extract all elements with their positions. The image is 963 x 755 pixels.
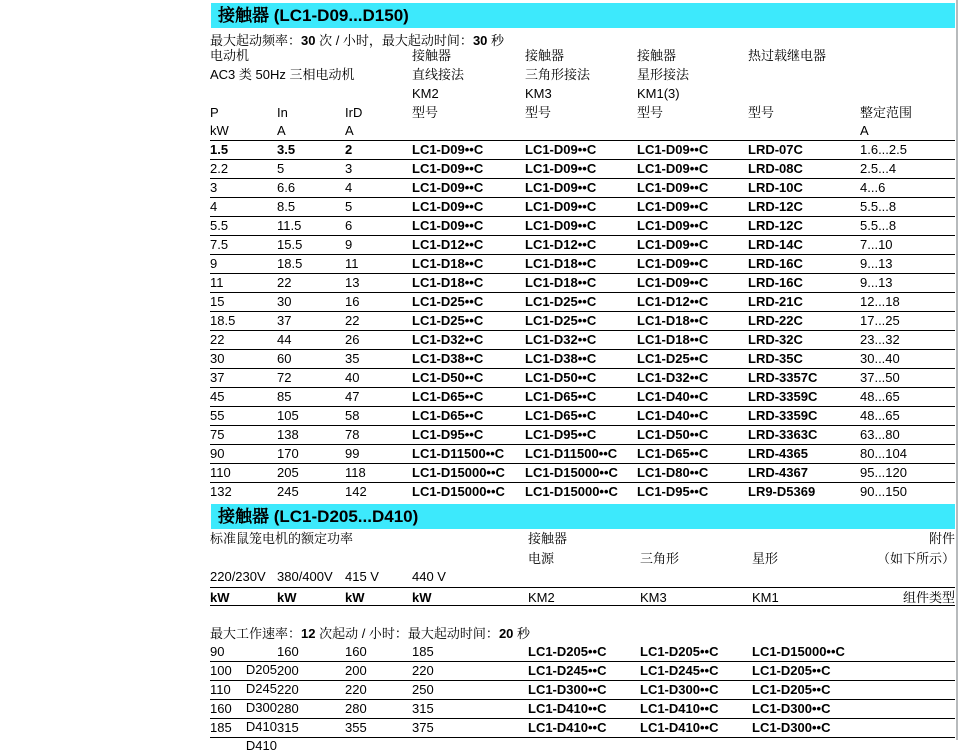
- cell-kw-380: 280: [277, 701, 299, 716]
- cell-in-a: 8.5: [277, 199, 296, 214]
- cell-setting-range: 2.5...4: [860, 161, 897, 176]
- cell-model-km2: LC1-D18••C: [412, 275, 484, 290]
- cell-p-kw: 18.5: [210, 313, 236, 328]
- header-motor: 电动机: [210, 48, 250, 63]
- header-component-type: 组件类型: [902, 590, 955, 605]
- cell-in-a: 11.5: [277, 218, 302, 233]
- cell-in-a: 138: [277, 427, 299, 442]
- cell-model-km2: LC1-D95••C: [412, 427, 484, 442]
- table-row: [210, 141, 955, 160]
- cell-model-km2: LC1-D65••C: [412, 389, 484, 404]
- col-header-range: 整定范围: [860, 105, 913, 120]
- cell-model-km2: LC1-D15000••C: [412, 465, 505, 480]
- col-header-model-lrd: 型号: [748, 105, 775, 120]
- cell-setting-range: 9...13: [860, 256, 893, 271]
- cell-model-km3: LC1-D18••C: [525, 275, 597, 290]
- subtitle-text: 最大起动频率：: [210, 33, 302, 48]
- cell-in-a: 15.5: [277, 237, 303, 252]
- cell-model-km3: LC1-D65••C: [525, 408, 597, 423]
- cell-setting-range: 4...6: [860, 180, 886, 195]
- cell-kw-415: 200: [345, 663, 367, 678]
- cell-model-km2: LC1-D65••C: [412, 408, 484, 423]
- cell-in-a: 205: [277, 465, 299, 480]
- col-header-model-km1: 型号: [637, 105, 664, 120]
- section2-subtitle: [210, 626, 530, 641]
- cell-ird-a: 118: [345, 465, 366, 480]
- section1-subtitle: [210, 33, 504, 48]
- cell-kw-220: 185: [210, 720, 232, 735]
- cell-model-relay: LRD-3363C: [748, 427, 818, 442]
- cell-model-km1: LC1-D12••C: [637, 294, 709, 309]
- cell-model-km2: LC1-D410••C: [528, 701, 607, 716]
- cell-p-kw: 90: [210, 446, 225, 461]
- unit-a: A: [277, 123, 286, 138]
- table-row: [210, 445, 955, 464]
- cell-p-kw: 2.2: [210, 161, 229, 176]
- cell-in-a: 5: [277, 161, 285, 176]
- cell-p-kw: 9: [210, 256, 218, 271]
- table-row: [210, 464, 955, 483]
- cell-model-km1: LC1-D205••C: [752, 682, 831, 697]
- table-row: [210, 179, 955, 198]
- header-delta-wiring: 三角形接法: [525, 67, 591, 82]
- table2: [210, 643, 955, 753]
- cell-model-km2: LC1-D25••C: [412, 313, 484, 328]
- cell-ird-a: 16: [345, 294, 360, 309]
- cell-ird-a: 13: [345, 275, 360, 290]
- cell-ird-a: 4: [345, 180, 353, 195]
- cell-ird-a: 78: [345, 427, 360, 442]
- cell-model-km3: LC1-D12••C: [525, 237, 597, 252]
- cell-setting-range: 48...65: [860, 408, 900, 423]
- cell-p-kw: 30: [210, 351, 225, 366]
- section1-title: 接触器 (LC1-D09...D150): [218, 6, 409, 25]
- cell-ird-a: 5: [345, 199, 353, 214]
- cell-model-km2: LC1-D12••C: [412, 237, 484, 252]
- cell-model-km3: LC1-D410••C: [640, 701, 719, 716]
- cell-kw-380: 220: [277, 682, 299, 697]
- cell-model-km3: LC1-D09••C: [525, 142, 597, 157]
- cell-model-km1: LC1-D205••C: [752, 663, 831, 678]
- subtitle-text: 次起动 / 小时：最大起动时间：: [315, 626, 499, 641]
- header-km1: KM1(3): [637, 86, 680, 101]
- table2-header-rule-top: [210, 587, 955, 588]
- table-row: [210, 369, 955, 388]
- cell-model-relay: LRD-4365: [748, 446, 808, 461]
- header-direct-wiring: 直线接法: [412, 67, 465, 82]
- cell-model-km3: LC1-D38••C: [525, 351, 597, 366]
- voltage-380-400: 380/400V: [277, 569, 333, 584]
- cell-setting-range: 5.5...8: [860, 218, 897, 233]
- table-row: [210, 350, 955, 369]
- cell-model-km3: LC1-D410••C: [640, 720, 719, 735]
- cell-model-relay: LRD-10C: [748, 180, 803, 195]
- header-km3-2: KM3: [640, 590, 667, 605]
- cell-kw-380: 200: [277, 663, 299, 678]
- cell-model-km1: LC1-D95••C: [637, 484, 709, 499]
- cell-model-km2: LC1-D11500••C: [412, 446, 505, 461]
- cell-model-relay: LRD-21C: [748, 294, 803, 309]
- cell-model-km3: LC1-D09••C: [525, 218, 597, 233]
- cell-model-km3: LC1-D11500••C: [525, 446, 618, 461]
- cell-model-km3: LC1-D32••C: [525, 332, 597, 347]
- table-row: [210, 160, 955, 179]
- cell-model-relay: LRD-35C: [748, 351, 803, 366]
- voltage-415: 415 V: [345, 569, 379, 584]
- cell-model-relay: LRD-4367: [748, 465, 808, 480]
- cell-component-type: D410: [245, 719, 277, 734]
- cell-model-km2: LC1-D410••C: [528, 720, 607, 735]
- cell-p-kw: 7.5: [210, 237, 229, 252]
- cell-model-km3: LC1-D15000••C: [525, 484, 618, 499]
- cell-ird-a: 22: [345, 313, 360, 328]
- cell-ird-a: 99: [345, 446, 360, 461]
- cell-model-km1: LC1-D09••C: [637, 161, 709, 176]
- cell-in-a: 22: [277, 275, 292, 290]
- col-header-p: P: [210, 105, 219, 120]
- cell-model-km1: LC1-D65••C: [637, 446, 709, 461]
- cell-model-relay: LRD-16C: [748, 256, 803, 271]
- cell-model-km1: LC1-D09••C: [637, 218, 709, 233]
- cell-model-km3: LC1-D18••C: [525, 256, 597, 271]
- col-header-model-km3: 型号: [525, 105, 552, 120]
- cell-model-km2: LC1-D32••C: [412, 332, 484, 347]
- cell-model-km1: LC1-D09••C: [637, 275, 709, 290]
- cell-model-km3: LC1-D09••C: [525, 199, 597, 214]
- cell-model-km1: LC1-D25••C: [637, 351, 709, 366]
- cell-ird-a: 9: [345, 237, 353, 252]
- cell-kw-415: 160: [345, 644, 367, 659]
- cell-model-km3: LC1-D09••C: [525, 180, 597, 195]
- subtitle-text: 最大工作速率：: [210, 626, 302, 641]
- cell-component-type: D245: [245, 681, 277, 696]
- cell-model-km2: LC1-D245••C: [528, 663, 607, 678]
- header-star-wiring: 星形接法: [637, 67, 690, 82]
- cell-model-km2: LC1-D50••C: [412, 370, 484, 385]
- header-contactor-direct: 接触器: [412, 48, 452, 63]
- cell-ird-a: 26: [345, 332, 360, 347]
- subtitle-text: 秒: [487, 33, 505, 48]
- cell-p-kw: 3: [210, 180, 218, 195]
- header-star2: 星形: [752, 551, 779, 566]
- table-row: [210, 274, 955, 293]
- cell-p-kw: 22: [210, 332, 225, 347]
- cell-ird-a: 35: [345, 351, 360, 366]
- cell-model-km3: LC1-D25••C: [525, 313, 597, 328]
- table-row: [210, 426, 955, 445]
- col-header-in: In: [277, 105, 288, 120]
- cell-ird-a: 2: [345, 142, 353, 157]
- cell-model-relay: LRD-22C: [748, 313, 803, 328]
- subtitle-value: 30: [301, 33, 316, 48]
- voltage-440: 440 V: [412, 569, 446, 584]
- header-km1-2: KM1: [752, 590, 779, 605]
- cell-model-km3: LC1-D25••C: [525, 294, 597, 309]
- table-row: [210, 719, 955, 753]
- cell-setting-range: 80...104: [860, 446, 907, 461]
- subtitle-text: 秒: [513, 626, 531, 641]
- cell-in-a: 105: [277, 408, 299, 423]
- table-row: [210, 483, 955, 502]
- cell-model-km1: LC1-D18••C: [637, 313, 709, 328]
- cell-model-relay: LRD-16C: [748, 275, 803, 290]
- cell-model-relay: LRD-32C: [748, 332, 803, 347]
- cell-in-a: 30: [277, 294, 292, 309]
- cell-p-kw: 110: [210, 465, 231, 480]
- header-contactor2: 接触器: [528, 531, 568, 546]
- cell-in-a: 170: [277, 446, 299, 461]
- cell-setting-range: 23...32: [860, 332, 900, 347]
- cell-in-a: 37: [277, 313, 292, 328]
- cell-p-kw: 15: [210, 294, 225, 309]
- cell-model-relay: LRD-3359C: [748, 408, 818, 423]
- cell-model-km1: LC1-D300••C: [752, 720, 831, 735]
- table-row: [210, 255, 955, 274]
- table2-header-rule-bottom: [210, 605, 955, 606]
- cell-setting-range: 37...50: [860, 370, 900, 385]
- cell-kw-415: 280: [345, 701, 367, 716]
- cell-ird-a: 47: [345, 389, 360, 404]
- cell-ird-a: 6: [345, 218, 353, 233]
- unit-kw: kW: [277, 590, 297, 605]
- cell-model-km3: LC1-D50••C: [525, 370, 597, 385]
- cell-model-km1: LC1-D09••C: [637, 180, 709, 195]
- cell-kw-440: 375: [412, 720, 434, 735]
- cell-setting-range: 90...150: [860, 484, 907, 499]
- subtitle-value: 20: [498, 626, 514, 641]
- cell-model-km2: LC1-D38••C: [412, 351, 484, 366]
- cell-in-a: 245: [277, 484, 299, 499]
- cell-model-km3: LC1-D245••C: [640, 663, 719, 678]
- col-header-ird: IrD: [345, 105, 363, 120]
- cell-model-km3: LC1-D300••C: [640, 682, 719, 697]
- cell-setting-range: 30...40: [860, 351, 900, 366]
- cell-component-type: D300: [245, 700, 277, 715]
- cell-model-km1: LC1-D09••C: [637, 199, 709, 214]
- table-row: [210, 331, 955, 350]
- cell-model-km2: LC1-D300••C: [528, 682, 607, 697]
- cell-model-relay: LRD-14C: [748, 237, 803, 252]
- page-right-border: [956, 0, 958, 740]
- unit-a: A: [860, 123, 869, 138]
- cell-model-km1: LC1-D15000••C: [752, 644, 845, 659]
- cell-kw-415: 355: [345, 720, 367, 735]
- table-row: [210, 293, 955, 312]
- cell-model-km1: LC1-D32••C: [637, 370, 709, 385]
- cell-setting-range: 63...80: [860, 427, 900, 442]
- cell-model-km1: LC1-D50••C: [637, 427, 709, 442]
- cell-model-km2: LC1-D09••C: [412, 142, 484, 157]
- cell-kw-220: 100: [210, 663, 232, 678]
- cell-model-relay: LRD-3357C: [748, 370, 818, 385]
- cell-p-kw: 45: [210, 389, 225, 404]
- cell-kw-220: 160: [210, 701, 232, 716]
- header-contactor-star: 接触器: [637, 48, 677, 63]
- table-row: [210, 198, 955, 217]
- cell-in-a: 3.5: [277, 142, 296, 157]
- cell-kw-440: 220: [412, 663, 434, 678]
- section2-title-bar: [211, 504, 955, 529]
- cell-setting-range: 12...18: [860, 294, 900, 309]
- col-header-model-km2: 型号: [412, 105, 439, 120]
- cell-setting-range: 9...13: [860, 275, 893, 290]
- cell-kw-220: 110: [210, 682, 231, 697]
- unit-kw: kW: [412, 590, 432, 605]
- subtitle-value: 12: [301, 626, 316, 641]
- cell-model-km3: LC1-D15000••C: [525, 465, 618, 480]
- cell-kw-380: 160: [277, 644, 299, 659]
- unit-kw: kW: [210, 590, 230, 605]
- cell-model-km1: LC1-D300••C: [752, 701, 831, 716]
- cell-kw-220: 90: [210, 644, 225, 659]
- section1-title-bar: [211, 3, 955, 28]
- cell-model-relay: LRD-12C: [748, 218, 803, 233]
- cell-component-type: D205: [245, 662, 277, 677]
- cell-model-km1: LC1-D09••C: [637, 142, 709, 157]
- cell-p-kw: 37: [210, 370, 225, 385]
- header-accessory: 附件: [928, 531, 955, 546]
- cell-ird-a: 40: [345, 370, 360, 385]
- cell-in-a: 44: [277, 332, 292, 347]
- cell-model-km2: LC1-D09••C: [412, 218, 484, 233]
- header-km3: KM3: [525, 86, 552, 101]
- table-row: [210, 236, 955, 255]
- cell-model-km2: LC1-D09••C: [412, 180, 484, 195]
- cell-model-km2: LC1-D25••C: [412, 294, 484, 309]
- cell-setting-range: 7...10: [860, 237, 893, 252]
- cell-setting-range: 1.6...2.5: [860, 142, 907, 157]
- cell-model-km3: LC1-D09••C: [525, 161, 597, 176]
- header-delta2: 三角形: [640, 551, 680, 566]
- cell-ird-a: 142: [345, 484, 367, 499]
- cell-model-relay: LRD-07C: [748, 142, 803, 157]
- cell-ird-a: 11: [345, 256, 359, 271]
- cell-model-km1: LC1-D18••C: [637, 332, 709, 347]
- cell-model-km3: LC1-D95••C: [525, 427, 597, 442]
- cell-model-km1: LC1-D09••C: [637, 256, 709, 271]
- cell-kw-380: 315: [277, 720, 299, 735]
- cell-ird-a: 58: [345, 408, 360, 423]
- cell-p-kw: 4: [210, 199, 218, 214]
- cell-model-km2: LC1-D15000••C: [412, 484, 505, 499]
- table-row: [210, 407, 955, 426]
- unit-a: A: [345, 123, 354, 138]
- cell-ird-a: 3: [345, 161, 353, 176]
- cell-model-km2: LC1-D09••C: [412, 161, 484, 176]
- cell-model-km2: LC1-D205••C: [528, 644, 607, 659]
- subtitle-value: 30: [472, 33, 488, 48]
- cell-in-a: 6.6: [277, 180, 296, 195]
- cell-model-km2: LC1-D18••C: [412, 256, 484, 271]
- cell-kw-415: 220: [345, 682, 367, 697]
- subtitle-text: 次 / 小时，最大起动时间：: [315, 33, 473, 48]
- cell-setting-range: 95...120: [860, 465, 907, 480]
- cell-component-type: D410: [245, 738, 277, 753]
- section2-title: 接触器 (LC1-D205...D410): [218, 507, 419, 526]
- cell-setting-range: 48...65: [860, 389, 900, 404]
- cell-in-a: 85: [277, 389, 292, 404]
- cell-setting-range: 5.5...8: [860, 199, 897, 214]
- cell-model-km1: LC1-D40••C: [637, 408, 709, 423]
- cell-model-km3: LC1-D205••C: [640, 644, 719, 659]
- cell-p-kw: 11: [210, 275, 224, 290]
- cell-p-kw: 75: [210, 427, 225, 442]
- unit-kw: kW: [210, 123, 229, 138]
- table1: [210, 141, 955, 502]
- cell-model-relay: LRD-08C: [748, 161, 803, 176]
- header-thermal-relay: 热过载继电器: [748, 48, 827, 63]
- cell-setting-range: 17...25: [860, 313, 900, 328]
- cell-in-a: 60: [277, 351, 292, 366]
- cell-in-a: 18.5: [277, 256, 303, 271]
- cell-model-km1: LC1-D40••C: [637, 389, 709, 404]
- cell-model-relay: LR9-D5369: [748, 484, 816, 499]
- unit-kw: kW: [345, 590, 365, 605]
- table-row: [210, 388, 955, 407]
- cell-p-kw: 1.5: [210, 142, 229, 157]
- voltage-220-230: 220/230V: [210, 569, 266, 584]
- header-rated-power: 标准鼠笼电机的额定功率: [210, 531, 354, 546]
- cell-p-kw: 55: [210, 408, 225, 423]
- cell-kw-440: 250: [412, 682, 434, 697]
- cell-p-kw: 132: [210, 484, 232, 499]
- cell-kw-440: 315: [412, 701, 434, 716]
- cell-p-kw: 5.5: [210, 218, 229, 233]
- table-row: [210, 217, 955, 236]
- cell-model-km2: LC1-D09••C: [412, 199, 484, 214]
- cell-model-km1: LC1-D80••C: [637, 465, 709, 480]
- header-shown-below: （如下所示）: [876, 551, 955, 566]
- cell-model-km3: LC1-D65••C: [525, 389, 597, 404]
- table-row: [210, 312, 955, 331]
- cell-model-relay: LRD-12C: [748, 199, 803, 214]
- header-power-source: 电源: [528, 551, 555, 566]
- header-motor-sub: AC3 类 50Hz 三相电动机: [210, 67, 355, 82]
- cell-model-km1: LC1-D09••C: [637, 237, 709, 252]
- cell-in-a: 72: [277, 370, 292, 385]
- cell-kw-440: 185: [412, 644, 434, 659]
- header-contactor-delta: 接触器: [525, 48, 565, 63]
- header-km2: KM2: [412, 86, 439, 101]
- header-km2-2: KM2: [528, 590, 555, 605]
- cell-model-relay: LRD-3359C: [748, 389, 818, 404]
